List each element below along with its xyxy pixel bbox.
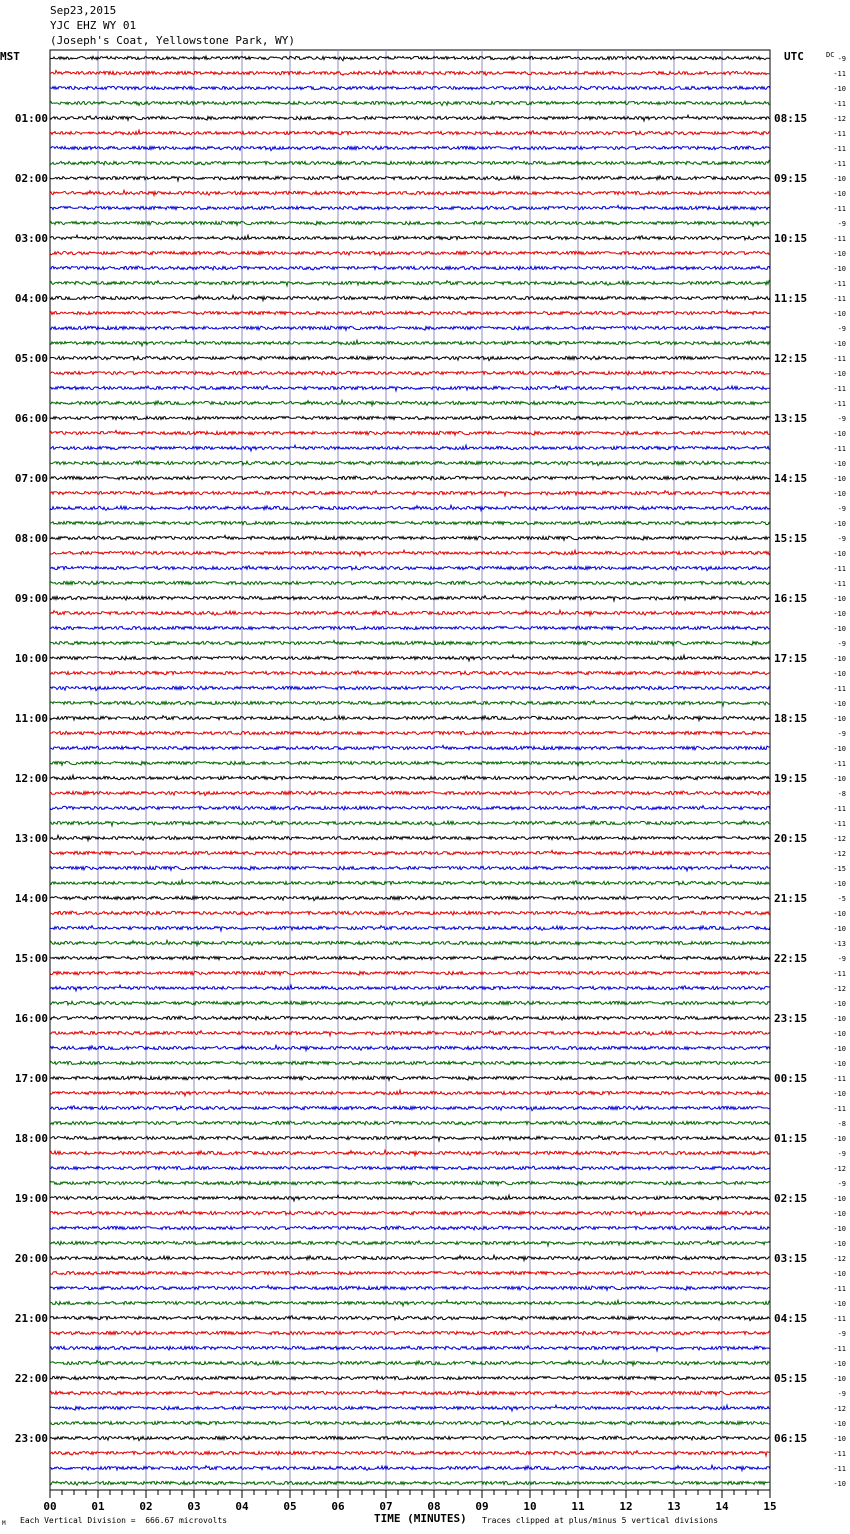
- dc-offset-label: -11: [833, 805, 846, 813]
- left-hour-label: 04:00: [14, 292, 48, 305]
- dc-offset-label: -11: [833, 1345, 846, 1353]
- seismic-trace: [50, 566, 770, 571]
- right-hour-label: 05:15: [774, 1372, 808, 1385]
- left-hour-label: 14:00: [14, 892, 48, 905]
- seismic-trace: [50, 655, 770, 661]
- seismic-trace: [50, 911, 770, 915]
- right-hour-label: 19:15: [774, 772, 808, 785]
- seismic-trace: [50, 1285, 770, 1290]
- dc-offset-label: -10: [833, 85, 846, 93]
- right-timezone-label: UTC: [784, 50, 804, 63]
- dc-offset-label: -11: [833, 280, 846, 288]
- dc-offset-label: -11: [833, 385, 846, 393]
- right-hour-label: 03:15: [774, 1252, 808, 1265]
- seismic-trace: [50, 521, 770, 524]
- x-tick-label: 15: [763, 1500, 777, 1513]
- seismic-trace: [50, 130, 770, 135]
- dc-offset-label: -10: [833, 310, 846, 318]
- dc-offset-label: -9: [837, 1180, 846, 1188]
- dc-offset-label: -10: [833, 655, 846, 663]
- dc-offset-label: -8: [837, 1120, 846, 1128]
- dc-offset-label: -11: [833, 970, 846, 978]
- seismic-trace: [50, 850, 770, 855]
- right-hour-label: 00:15: [774, 1072, 808, 1085]
- dc-offset-label: -10: [833, 1045, 846, 1053]
- seismic-trace: [50, 1045, 770, 1050]
- seismic-trace: [50, 281, 770, 286]
- seismic-trace: [50, 386, 770, 391]
- seismic-trace: [50, 1451, 770, 1456]
- dc-offset-label: -11: [833, 1105, 846, 1113]
- dc-offset-label: -10: [833, 1135, 846, 1143]
- seismic-trace: [50, 1121, 770, 1125]
- left-hour-label: 10:00: [14, 652, 48, 665]
- x-tick-label: 05: [283, 1500, 297, 1513]
- dc-offset-label: -11: [833, 760, 846, 768]
- seismic-trace: [50, 1211, 770, 1216]
- seismic-trace: [50, 1481, 770, 1485]
- seismic-trace: [50, 701, 770, 706]
- left-hour-label: 19:00: [14, 1192, 48, 1205]
- x-tick-label: 08: [427, 1500, 441, 1513]
- dc-offset-label: -9: [837, 55, 846, 63]
- dc-offset-label: -11: [833, 70, 846, 78]
- dc-offset-label: -12: [833, 850, 846, 858]
- dc-offset-label: -10: [833, 1210, 846, 1218]
- left-timezone-label: MST: [0, 50, 20, 63]
- left-hour-label: 16:00: [14, 1012, 48, 1025]
- dc-offset-label: -9: [837, 1330, 846, 1338]
- dc-offset-label: -11: [833, 295, 846, 303]
- seismic-trace: [50, 356, 770, 360]
- dc-offset-label: -9: [837, 415, 846, 423]
- seismic-trace: [50, 1465, 770, 1470]
- seismic-trace: [50, 1300, 770, 1306]
- seismic-trace: [50, 1226, 770, 1230]
- seismic-trace: [50, 400, 770, 405]
- dc-offset-label: -9: [837, 640, 846, 648]
- right-hour-label: 12:15: [774, 352, 808, 365]
- left-hour-label: 15:00: [14, 952, 48, 965]
- dc-offset-label: -10: [833, 490, 846, 498]
- seismic-trace: [50, 476, 770, 480]
- dc-offset-label: -10: [833, 475, 846, 483]
- station-code: YJC EHZ WY 01: [50, 19, 137, 32]
- dc-offset-label: -12: [833, 1165, 846, 1173]
- dc-offset-label: -12: [833, 115, 846, 123]
- dc-offset-label: -12: [833, 1405, 846, 1413]
- dc-offset-label: -10: [833, 190, 846, 198]
- left-hour-label: 23:00: [14, 1432, 48, 1445]
- seismic-trace: [50, 1076, 770, 1080]
- seismic-trace: [50, 1150, 770, 1155]
- seismic-trace: [50, 115, 770, 121]
- dc-offset-label: -10: [833, 430, 846, 438]
- dc-offset-label: -9: [837, 730, 846, 738]
- dc-offset-label: -10: [833, 1225, 846, 1233]
- right-hour-label: 09:15: [774, 172, 808, 185]
- dc-offset-label: -11: [833, 1450, 846, 1458]
- x-tick-label: 10: [523, 1500, 537, 1513]
- right-hour-label: 21:15: [774, 892, 808, 905]
- dc-offset-label: -10: [833, 745, 846, 753]
- x-tick-label: 11: [571, 1500, 585, 1513]
- dc-offset-label: -10: [833, 340, 846, 348]
- dc-offset-label: -9: [837, 505, 846, 513]
- dc-offset-label: -9: [837, 535, 846, 543]
- dc-offset-label: -11: [833, 580, 846, 588]
- dc-offset-label: -11: [833, 145, 846, 153]
- seismic-trace: [50, 1390, 770, 1395]
- x-tick-label: 01: [91, 1500, 105, 1513]
- seismic-trace: [50, 251, 770, 255]
- seismic-trace: [50, 190, 770, 195]
- seismic-trace: [50, 1241, 770, 1246]
- seismic-trace: [50, 1016, 770, 1020]
- seismic-trace: [50, 731, 770, 734]
- dc-offset-label: -10: [833, 250, 846, 258]
- seismic-trace: [50, 445, 770, 451]
- dc-offset-label: -11: [833, 1465, 846, 1473]
- seismic-trace: [50, 205, 770, 210]
- seismic-trace: [50, 340, 770, 346]
- seismic-trace: [50, 266, 770, 270]
- dc-offset-label: -9: [837, 1390, 846, 1398]
- dc-offset-label: -10: [833, 1195, 846, 1203]
- seismic-trace: [50, 775, 770, 780]
- dc-offset-label: -11: [833, 160, 846, 168]
- seismic-trace: [50, 1376, 770, 1379]
- left-hour-label: 20:00: [14, 1252, 48, 1265]
- seismic-trace: [50, 1360, 770, 1365]
- seismic-trace: [50, 1195, 770, 1201]
- right-hour-label: 16:15: [774, 592, 808, 605]
- left-hour-label: 21:00: [14, 1312, 48, 1325]
- seismic-trace: [50, 1316, 770, 1321]
- dc-offset-label: -12: [833, 1255, 846, 1263]
- left-hour-label: 06:00: [14, 412, 48, 425]
- seismic-trace: [50, 865, 770, 871]
- dc-offset-label: -10: [833, 925, 846, 933]
- dc-offset-label: -10: [833, 265, 846, 273]
- dc-offset-label: -10: [833, 625, 846, 633]
- dc-offset-label: -9: [837, 325, 846, 333]
- dc-offset-label: -11: [833, 130, 846, 138]
- seismic-trace: [50, 1166, 770, 1169]
- seismic-trace: [50, 491, 770, 496]
- seismic-trace: [50, 1060, 770, 1064]
- dc-offset-label: -9: [837, 1150, 846, 1158]
- right-hour-label: 11:15: [774, 292, 808, 305]
- dc-offset-label: -11: [833, 1315, 846, 1323]
- left-hour-label: 12:00: [14, 772, 48, 785]
- dc-offset-label: -10: [833, 1480, 846, 1488]
- corner-mark: M: [2, 1520, 6, 1527]
- right-hour-label: 04:15: [774, 1312, 808, 1325]
- seismic-trace: [50, 461, 770, 466]
- left-hour-label: 11:00: [14, 712, 48, 725]
- dc-offset-label: -10: [833, 460, 846, 468]
- seismic-trace: [50, 550, 770, 556]
- dc-offset-label: -11: [833, 100, 846, 108]
- seismic-trace: [50, 1421, 770, 1425]
- right-hour-label: 18:15: [774, 712, 808, 725]
- dc-offset-label: -10: [833, 1240, 846, 1248]
- seismic-trace: [50, 581, 770, 585]
- seismic-trace: [50, 176, 770, 181]
- dc-offset-label: -10: [833, 1300, 846, 1308]
- right-hour-label: 17:15: [774, 652, 808, 665]
- right-hour-label: 22:15: [774, 952, 808, 965]
- left-hour-label: 13:00: [14, 832, 48, 845]
- seismic-trace: [50, 926, 770, 931]
- dc-offset-label: -12: [833, 835, 846, 843]
- right-hour-label: 08:15: [774, 112, 808, 125]
- seismic-trace: [50, 596, 770, 601]
- dc-offset-label: -10: [833, 1000, 846, 1008]
- dc-offset-label: -11: [833, 445, 846, 453]
- x-tick-label: 12: [619, 1500, 633, 1513]
- x-tick-label: 06: [331, 1500, 345, 1513]
- x-axis-title: TIME (MINUTES): [374, 1512, 467, 1525]
- seismic-trace: [50, 326, 770, 330]
- dc-offset-label: -11: [833, 1075, 846, 1083]
- dc-offset-label: -11: [833, 355, 846, 363]
- seismic-trace: [50, 1346, 770, 1351]
- seismic-trace: [50, 985, 770, 991]
- dc-offset-label: -8: [837, 790, 846, 798]
- x-tick-label: 03: [187, 1500, 201, 1513]
- dc-offset-label: -10: [833, 1060, 846, 1068]
- seismic-trace: [50, 430, 770, 435]
- right-hour-label: 15:15: [774, 532, 808, 545]
- seismic-trace: [50, 505, 770, 510]
- dc-offset-label: -5: [837, 895, 846, 903]
- left-hour-label: 03:00: [14, 232, 48, 245]
- left-hour-label: 22:00: [14, 1372, 48, 1385]
- dc-offset-label: -9: [837, 955, 846, 963]
- left-hour-label: 08:00: [14, 532, 48, 545]
- x-tick-label: 00: [43, 1500, 57, 1513]
- seismic-trace: [50, 295, 770, 300]
- seismic-trace: [50, 821, 770, 826]
- right-hour-label: 10:15: [774, 232, 808, 245]
- seismic-trace: [50, 1436, 770, 1441]
- dc-offset-label: -10: [833, 880, 846, 888]
- dc-offset-label: -10: [833, 775, 846, 783]
- clip-note: Traces clipped at plus/minus 5 vertical divisions: [482, 1516, 719, 1525]
- dc-offset-label: -10: [833, 1420, 846, 1428]
- seismic-trace: [50, 371, 770, 375]
- seismic-trace: [50, 70, 770, 75]
- seismic-trace: [50, 1255, 770, 1260]
- dc-offset-label: -10: [833, 715, 846, 723]
- seismic-trace: [50, 310, 770, 314]
- seismic-trace: [50, 806, 770, 810]
- seismic-trace: [50, 416, 770, 419]
- scale-note: Each Vertical Division = 666.67 microvolts: [20, 1516, 228, 1525]
- dc-offset-label: -10: [833, 1270, 846, 1278]
- right-hour-label: 02:15: [774, 1192, 808, 1205]
- dc-offset-label: -10: [833, 1015, 846, 1023]
- right-hour-label: 06:15: [774, 1432, 808, 1445]
- seismic-trace: [50, 1090, 770, 1096]
- dc-offset-label: -9: [837, 220, 846, 228]
- dc-offset-label: -10: [833, 550, 846, 558]
- seismic-trace: [50, 940, 770, 945]
- seismic-trace: [50, 610, 770, 615]
- seismic-trace: [50, 760, 770, 766]
- seismic-trace: [50, 1031, 770, 1036]
- seismic-trace: [50, 791, 770, 796]
- right-hour-label: 20:15: [774, 832, 808, 845]
- dc-offset-label: -13: [833, 940, 846, 948]
- seismic-trace: [50, 1136, 770, 1141]
- dc-offset-label: -10: [833, 520, 846, 528]
- dc-offset-label: -12: [833, 985, 846, 993]
- x-tick-label: 04: [235, 1500, 249, 1513]
- seismic-trace: [50, 101, 770, 106]
- seismic-trace: [50, 835, 770, 840]
- seismic-trace: [50, 535, 770, 540]
- right-hour-label: 14:15: [774, 472, 808, 485]
- seismic-trace: [50, 686, 770, 691]
- dc-offset-label: -11: [833, 235, 846, 243]
- dc-offset-label: -11: [833, 1285, 846, 1293]
- seismic-trace: [50, 671, 770, 675]
- seismic-trace: [50, 745, 770, 750]
- seismic-trace: [50, 971, 770, 975]
- x-tick-label: 13: [667, 1500, 681, 1513]
- dc-offset-label: -10: [833, 1090, 846, 1098]
- dc-offset-label: -10: [833, 610, 846, 618]
- dc-offset-label: -11: [833, 565, 846, 573]
- dc-offset-label: -10: [833, 1030, 846, 1038]
- dc-offset-label: -10: [833, 910, 846, 918]
- dc-offset-label: -11: [833, 205, 846, 213]
- seismic-trace: [50, 1331, 770, 1335]
- dc-offset-label: -10: [833, 700, 846, 708]
- dc-offset-label: -15: [833, 865, 846, 873]
- dc-offset-label: -10: [833, 670, 846, 678]
- seismic-trace: [50, 955, 770, 959]
- seismic-trace: [50, 161, 770, 165]
- right-hour-label: 23:15: [774, 1012, 808, 1025]
- seismic-trace: [50, 1180, 770, 1185]
- dc-header-label: DC: [826, 51, 835, 59]
- dc-offset-label: -10: [833, 1360, 846, 1368]
- seismic-trace: [50, 1106, 770, 1111]
- seismic-trace: [50, 715, 770, 720]
- seismic-trace: [50, 640, 770, 645]
- plot-date: Sep23,2015: [50, 4, 117, 17]
- seismic-trace: [50, 86, 770, 89]
- x-tick-label: 02: [139, 1500, 153, 1513]
- left-hour-label: 07:00: [14, 472, 48, 485]
- dc-offset-label: -10: [833, 595, 846, 603]
- seismic-trace: [50, 56, 770, 61]
- left-hour-label: 18:00: [14, 1132, 48, 1145]
- seismic-trace: [50, 896, 770, 900]
- left-hour-label: 09:00: [14, 592, 48, 605]
- dc-offset-label: -10: [833, 370, 846, 378]
- x-tick-label: 09: [475, 1500, 489, 1513]
- left-hour-label: 05:00: [14, 352, 48, 365]
- seismic-trace: [50, 1271, 770, 1274]
- left-hour-label: 17:00: [14, 1072, 48, 1085]
- x-tick-label: 14: [715, 1500, 729, 1513]
- seismic-trace: [50, 880, 770, 885]
- right-hour-label: 13:15: [774, 412, 808, 425]
- left-hour-label: 02:00: [14, 172, 48, 185]
- seismic-trace: [50, 235, 770, 240]
- seismic-trace: [50, 146, 770, 151]
- dc-offset-label: -11: [833, 685, 846, 693]
- seismic-trace: [50, 221, 770, 226]
- dc-offset-label: -11: [833, 820, 846, 828]
- dc-offset-label: -10: [833, 1435, 846, 1443]
- x-tick-label: 07: [379, 1500, 393, 1513]
- seismic-trace: [50, 1001, 770, 1005]
- dc-offset-label: -10: [833, 175, 846, 183]
- seismic-trace: [50, 626, 770, 629]
- seismic-trace: [50, 1405, 770, 1411]
- left-hour-label: 01:00: [14, 112, 48, 125]
- right-hour-label: 01:15: [774, 1132, 808, 1145]
- dc-offset-label: -10: [833, 1375, 846, 1383]
- station-location: (Joseph's Coat, Yellowstone Park, WY): [50, 34, 296, 47]
- dc-offset-label: -11: [833, 400, 846, 408]
